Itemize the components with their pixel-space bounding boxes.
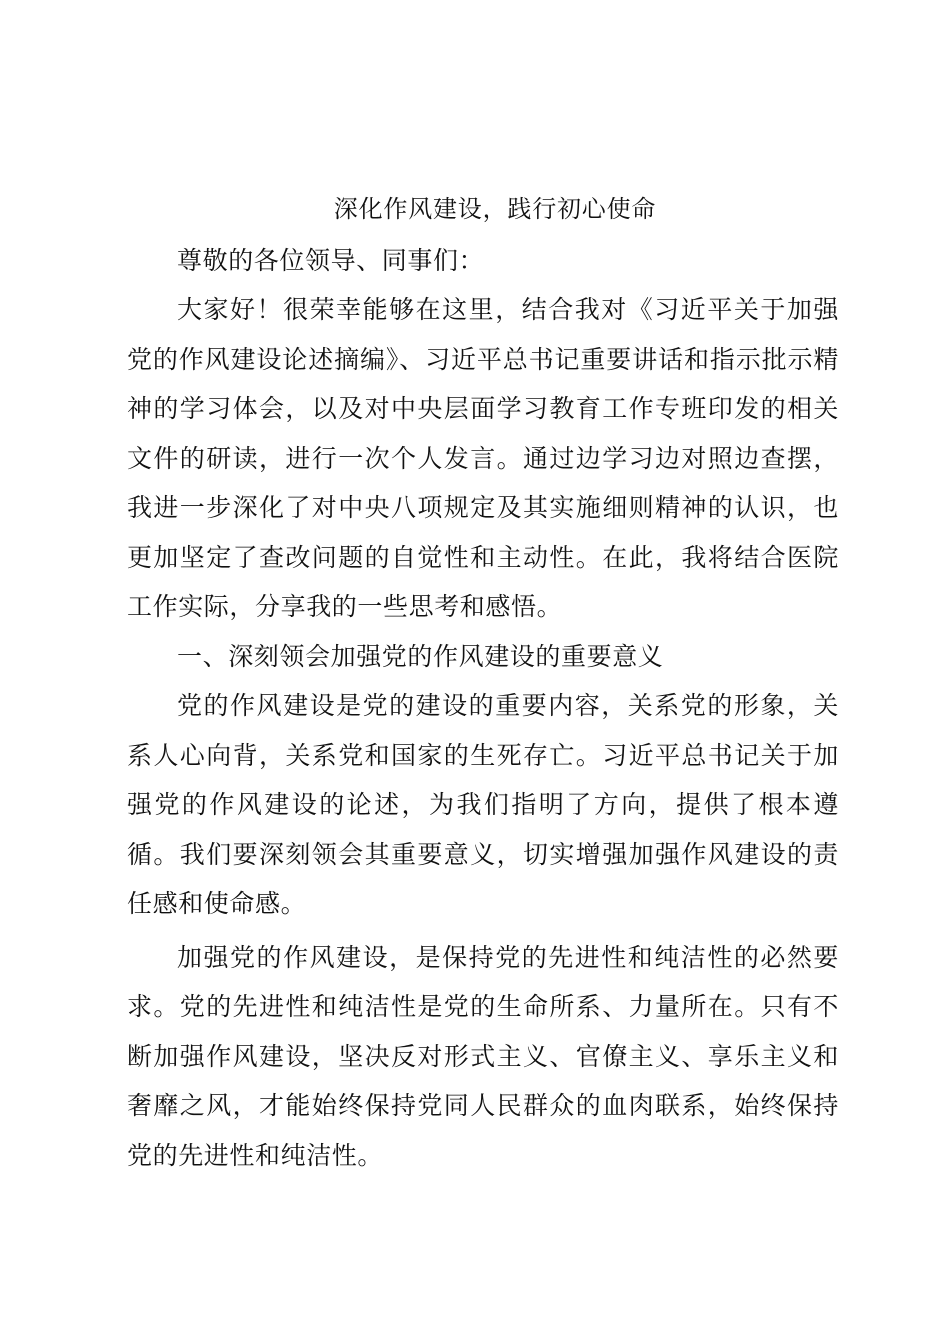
section-heading-1: 一、深刻领会加强党的作风建设的重要意义 [177,641,664,671]
paragraph-advanced-nature: 加强党的作风建设，是保持党的先进性和纯洁性的必然要求。党的先进性和纯洁性是党的生命所系、力量所在。只有不断加强作风建设，坚决反对形式主义、官僚主义、享乐主义和奢靡之风，才能始终保持党同人民群众的血肉联系，始终保持党的先进性和纯洁性。 [127,942,839,1170]
document-title: 深化作风建设，践行初心使命 [333,195,657,223]
document-body [127,185,839,1180]
paragraph-intro: 大家好！很荣幸能够在这里，结合我对《习近平关于加强党的作风建设论述摘编》、习近平总书记重要讲话和指示批示精神的学习体会，以及对中央层面学习教育工作专班印发的相关文件的研读，进行一次个人发言。通过边学习边对照边查摆，我进一步深化了对中央八项规定及其实施细则精神的认识，也更加坚定了查改问题的自觉性和主动性。在此，我将结合医院工作实际，分享我的一些思考和感悟。 [127,295,839,621]
paragraph-significance: 党的作风建设是党的建设的重要内容，关系党的形象，关系人心向背，关系党和国家的生死存亡。习近平总书记关于加强党的作风建设的论述，为我们指明了方向，提供了根本遵循。我们要深刻领会其重要意义，切实增强加强作风建设的责任感和使命感。 [127,691,839,918]
salutation: 尊敬的各位领导、同事们： [177,245,485,275]
